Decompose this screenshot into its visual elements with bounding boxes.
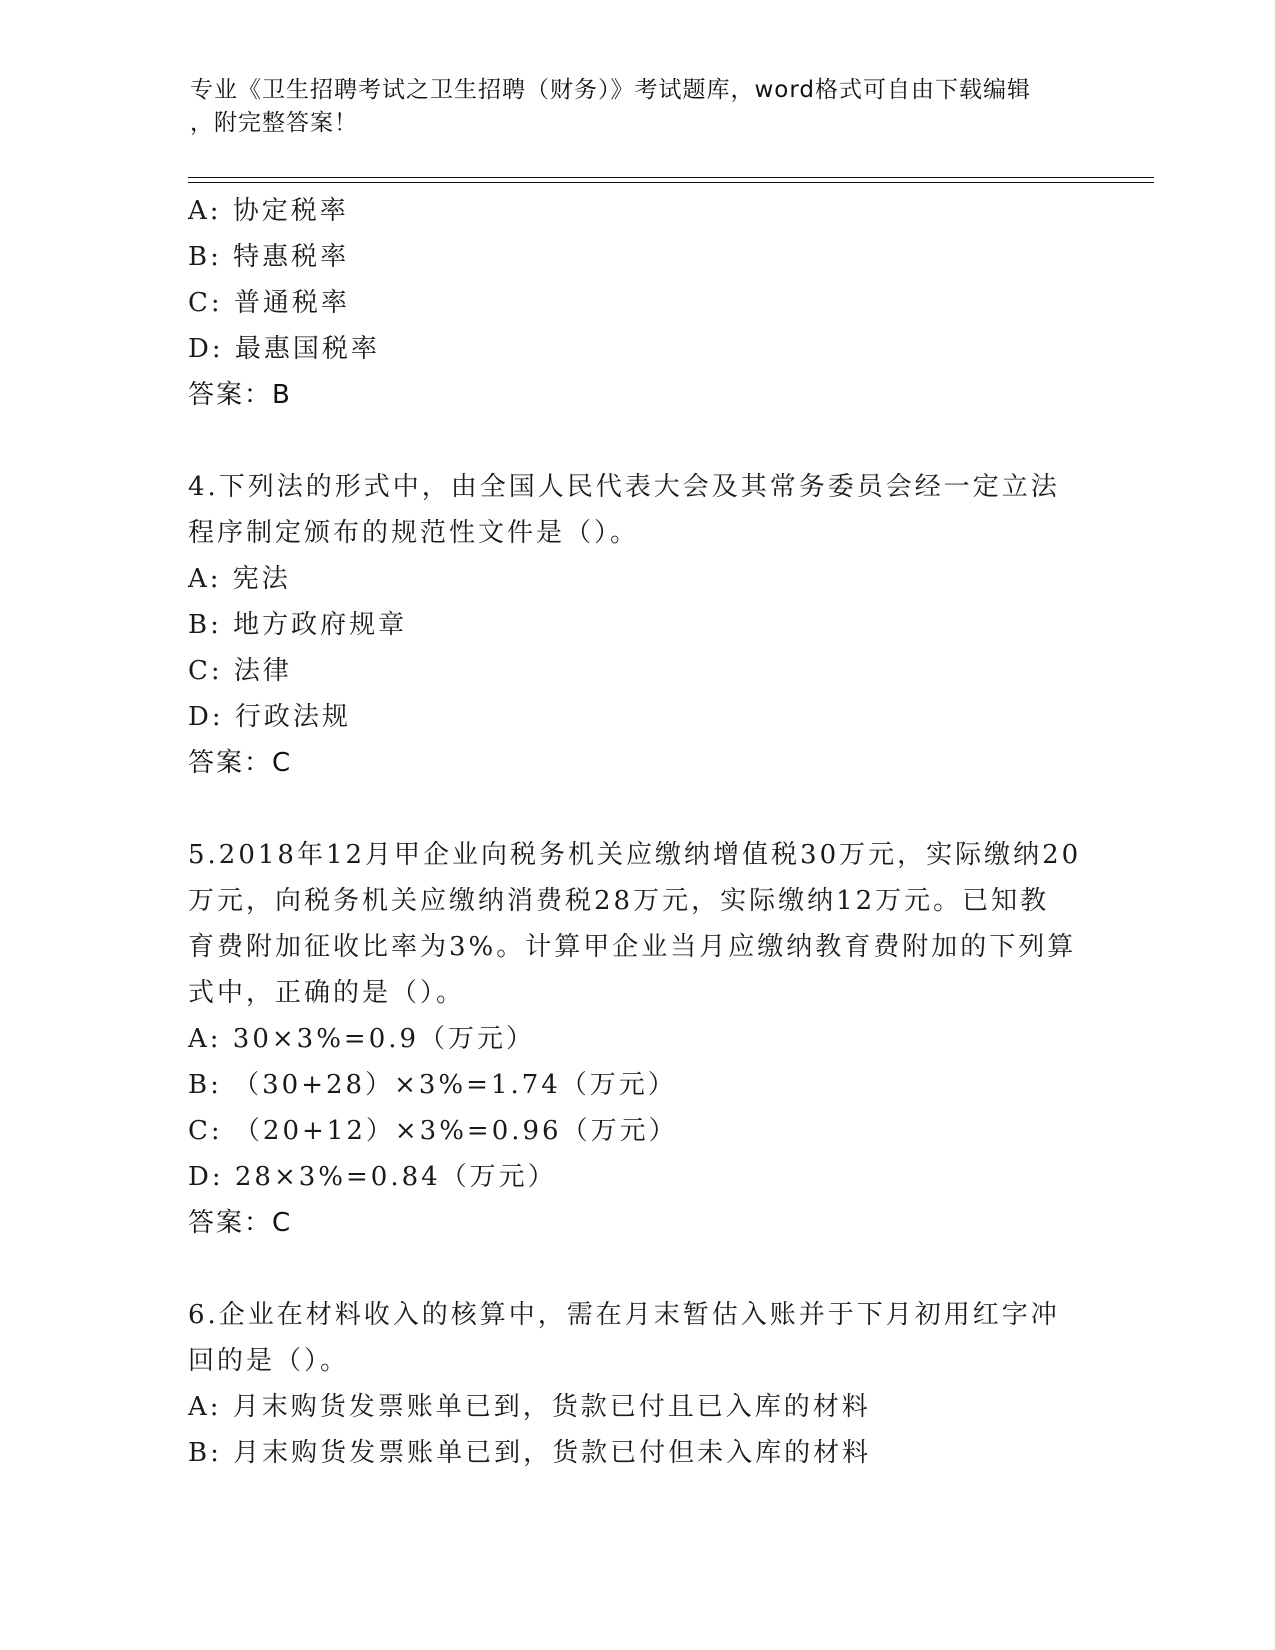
q4-stem-line-2: 程序制定颁布的规范性文件是（）。	[188, 518, 640, 548]
question-content	[188, 188, 1088, 1476]
q5-stem-line-3: 育费附加征收比率为3%。计算甲企业当月应缴纳教育费附加的下列算	[188, 932, 1077, 962]
q6-option-a: A: 月末购货发票账单已到，货款已付且已入库的材料	[188, 1392, 871, 1422]
q5-option-d: D: 28×3%=0.84（万元）	[188, 1162, 557, 1192]
q5-option-a: A: 30×3%=0.9（万元）	[188, 1024, 536, 1054]
q5-answer: 答案：C	[188, 1208, 293, 1238]
q5-option-c: C: （20+12）×3%=0.96（万元）	[188, 1116, 678, 1146]
q6-stem-line-2: 回的是（）。	[188, 1346, 350, 1376]
question-4	[188, 464, 1088, 786]
header-title-line-1: 专业《卫生招聘考试之卫生招聘（财务）》考试题库，word格式可自由下载编辑	[190, 77, 1032, 103]
q5-stem-line-1: 5.2018年12月甲企业向税务机关应缴纳增值税30万元，实际缴纳20	[188, 840, 1082, 870]
question-6	[188, 1292, 1088, 1476]
q5-stem-line-4: 式中，正确的是（）。	[188, 978, 466, 1008]
q3-option-b: B: 特惠税率	[188, 242, 350, 272]
question-3	[188, 188, 1088, 418]
q6-stem-line-1: 6.企业在材料收入的核算中，需在月末暂估入账并于下月初用红字冲	[188, 1300, 1060, 1330]
header-divider-bottom	[188, 182, 1154, 183]
q6-option-b: B: 月末购货发票账单已到，货款已付但未入库的材料	[188, 1438, 872, 1468]
q3-option-c: C: 普通税率	[188, 288, 350, 318]
document-header	[190, 74, 1090, 140]
question-5	[188, 832, 1088, 1246]
q4-option-b: B: 地方政府规章	[188, 610, 408, 640]
q5-option-b: B: （30+28）×3%=1.74（万元）	[188, 1070, 677, 1100]
q3-option-a: A: 协定税率	[188, 196, 349, 226]
header-divider-top	[188, 177, 1154, 178]
q4-option-a: A: 宪法	[188, 564, 291, 594]
q3-answer: 答案：B	[188, 380, 292, 410]
q3-option-d: D: 最惠国税率	[188, 334, 380, 364]
q4-answer: 答案：C	[188, 748, 293, 778]
q5-stem-line-2: 万元，向税务机关应缴纳消费税28万元，实际缴纳12万元。已知教	[188, 886, 1050, 916]
q4-stem-line-1: 4.下列法的形式中，由全国人民代表大会及其常务委员会经一定立法	[188, 472, 1060, 502]
q4-option-d: D: 行政法规	[188, 702, 351, 732]
q4-option-c: C: 法律	[188, 656, 292, 686]
header-title-line-2: ，附完整答案！	[190, 110, 358, 136]
